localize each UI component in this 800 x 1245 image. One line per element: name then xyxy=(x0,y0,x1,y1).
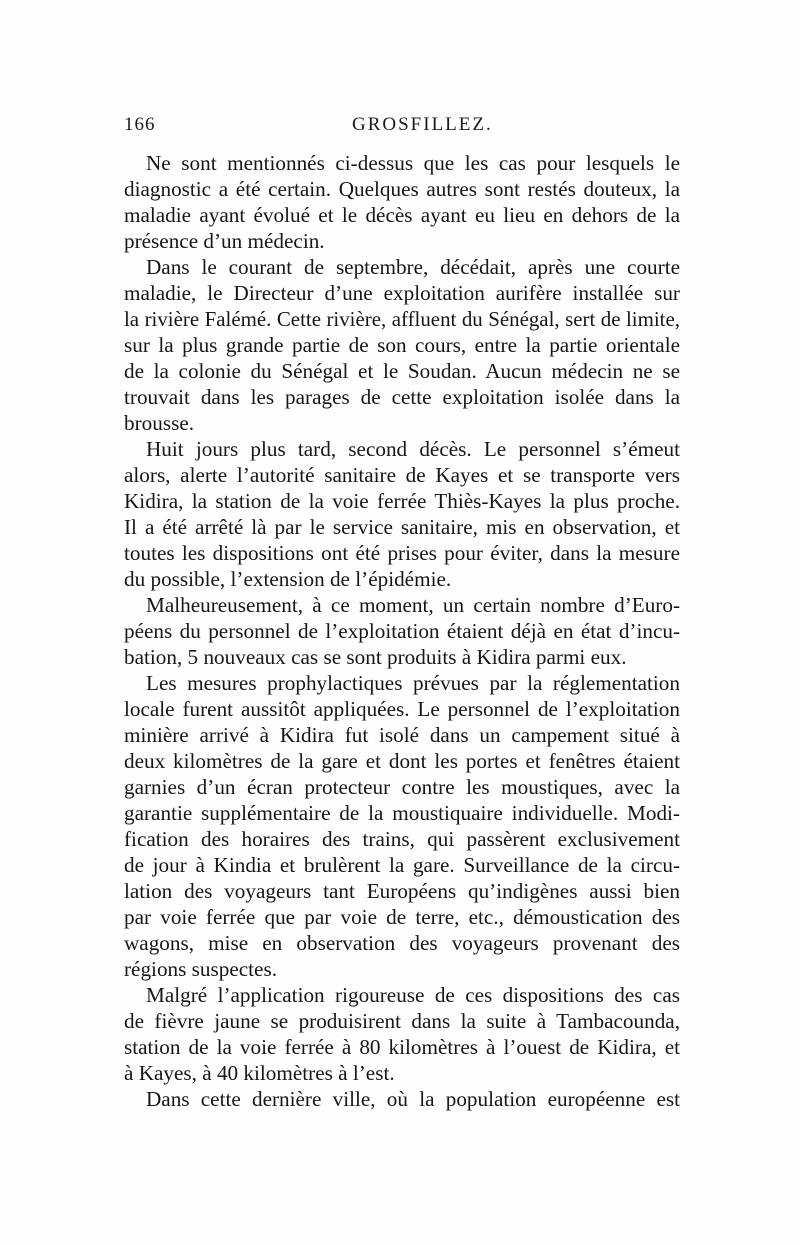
text-line: minière arrivé à Kidira fut isolé dans un campement situé à xyxy=(124,723,680,747)
text-line: toutes les dispositions ont été prises pour éviter, dans la mesure xyxy=(124,541,680,565)
text-line: la rivière Falémé. Cette rivière, affluent du Sénégal, sert de limite, xyxy=(124,307,680,331)
text-line: Malgré l’application rigoureuse de ces dispositions des cas xyxy=(146,983,680,1007)
text-line: Il a été arrêté là par le service sanitaire, mis en observation, et xyxy=(124,515,680,539)
text-line: Malheureusement, à ce moment, un certain nombre d’Euro- xyxy=(146,593,680,617)
body-text xyxy=(124,150,680,1112)
text-line: deux kilomètres de la gare et dont les portes et fenêtres étaient xyxy=(124,749,680,773)
text-line: de fièvre jaune se produisirent dans la suite à Tambacounda, xyxy=(124,1009,680,1033)
running-title: GROSFILLEZ. xyxy=(352,114,493,135)
text-line: bation, 5 nouveaux cas se sont produits à Kidira parmi eux. xyxy=(124,645,627,669)
text-line: Dans le courant de septembre, décédait, après une courte xyxy=(146,255,680,279)
text-line: fication des horaires des trains, qui passèrent exclusivement xyxy=(124,827,680,851)
text-line: Les mesures prophylactiques prévues par la réglementation xyxy=(146,671,680,695)
text-line: garantie supplémentaire de la moustiquaire individuelle. Modi- xyxy=(124,801,680,825)
running-head xyxy=(124,114,680,138)
text-line: diagnostic a été certain. Quelques autres sont restés douteux, la xyxy=(124,177,680,201)
text-line: maladie ayant évolué et le décès ayant eu lieu en dehors de la xyxy=(124,203,680,227)
text-line: garnies d’un écran protecteur contre les moustiques, avec la xyxy=(124,775,680,799)
text-line: maladie, le Directeur d’une exploitation aurifère installée sur xyxy=(124,281,680,305)
text-line: régions suspectes. xyxy=(124,957,277,981)
text-line: péens du personnel de l’exploitation étaient déjà en état d’incu- xyxy=(124,619,680,643)
text-line: alors, alerte l’autorité sanitaire de Kayes et se transporte vers xyxy=(124,463,680,487)
text-line: du possible, l’extension de l’épidémie. xyxy=(124,567,452,591)
text-line: locale furent aussitôt appliquées. Le personnel de l’exploitation xyxy=(124,697,680,721)
text-line: wagons, mise en observation des voyageurs provenant des xyxy=(124,931,680,955)
text-line: lation des voyageurs tant Européens qu’indigènes aussi bien xyxy=(124,879,680,903)
text-line: sur la plus grande partie de son cours, entre la partie orientale xyxy=(124,333,680,357)
text-line: trouvait dans les parages de cette exploitation isolée dans la xyxy=(124,385,680,409)
text-line: station de la voie ferrée à 80 kilomètres à l’ouest de Kidira, et xyxy=(124,1035,680,1059)
text-line: brousse. xyxy=(124,411,195,435)
text-line: Ne sont mentionnés ci-dessus que les cas pour lesquels le xyxy=(146,151,680,175)
text-line: Kidira, la station de la voie ferrée Thiès-Kayes la plus proche. xyxy=(124,489,680,513)
text-line: par voie ferrée que par voie de terre, etc., démoustication des xyxy=(124,905,680,929)
text-line: Huit jours plus tard, second décès. Le personnel s’émeut xyxy=(146,437,680,461)
text-line: de la colonie du Sénégal et le Soudan. Aucun médecin ne se xyxy=(124,359,680,383)
text-line: présence d’un médecin. xyxy=(124,229,325,253)
text-line: Dans cette dernière ville, où la population européenne est xyxy=(146,1087,680,1111)
page-number: 166 xyxy=(124,114,156,135)
text-line: à Kayes, à 40 kilomètres à l’est. xyxy=(124,1061,395,1085)
text-line: de jour à Kindia et brulèrent la gare. Surveillance de la circu- xyxy=(124,853,680,877)
